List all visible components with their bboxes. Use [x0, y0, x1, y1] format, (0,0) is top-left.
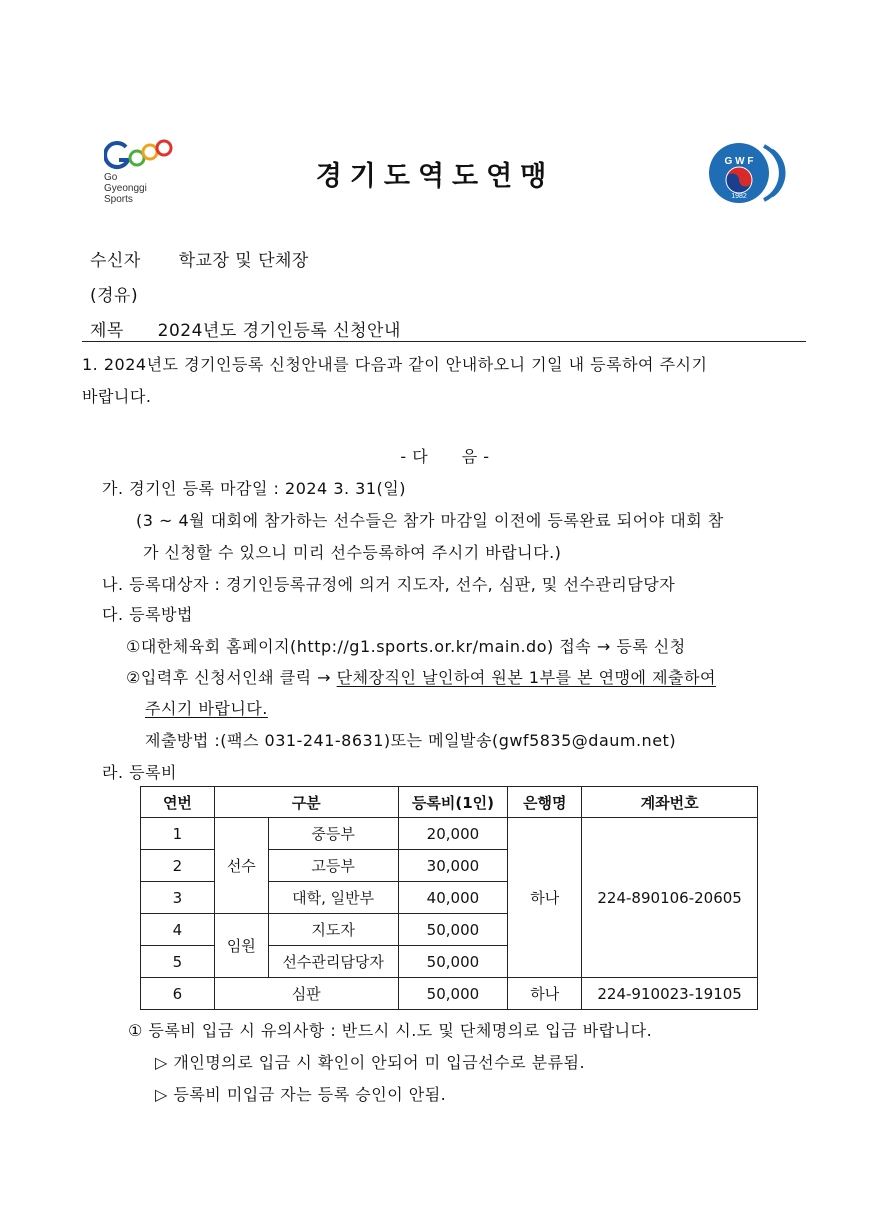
row-no: 3	[141, 882, 215, 914]
item-ga-note-1: (3 ~ 4월 대회에 참가하는 선수들은 참가 마감일 이전에 등록완료 되어야 대회 참	[136, 511, 724, 530]
row-category: 고등부	[268, 850, 398, 882]
row-fee: 40,000	[398, 882, 508, 914]
row-fee: 50,000	[398, 978, 508, 1010]
row-fee: 30,000	[398, 850, 508, 882]
row-fee: 50,000	[398, 946, 508, 978]
header-bank: 은행명	[508, 787, 582, 818]
recipient-label: 수신자	[90, 251, 141, 271]
subject-value: 2024년도 경기인등록 신청안내	[157, 321, 401, 341]
item-ra: 라. 등록비	[102, 763, 177, 782]
header-divider	[82, 341, 806, 342]
row-no: 4	[141, 914, 215, 946]
recipient-value: 학교장 및 단체장	[178, 251, 309, 271]
row-category: 선수관리담당자	[268, 946, 398, 978]
item-ga: 가. 경기인 등록 마감일 : 2024 3. 31(일)	[102, 479, 406, 498]
subject-line	[90, 316, 401, 341]
row-category: 심판	[214, 978, 398, 1010]
note-1: ① 등록비 입금 시 유의사항 : 반드시 시.도 및 단체명의로 입금 바랍니다.	[128, 1021, 653, 1040]
item-da: 다. 등록방법	[102, 605, 193, 624]
step-2-prefix: ②입력후 신청서인쇄 클릭 →	[126, 668, 337, 687]
row-category: 중등부	[268, 818, 398, 850]
step-1: ①대한체육회 홈페이지(http://g1.sports.or.kr/main.do) 접속 → 등록 신청	[126, 637, 686, 656]
paragraph-1-line-2: 바랍니다.	[82, 387, 152, 406]
table-row	[141, 818, 758, 850]
note-2: ▷ 개인명의로 입금 시 확인이 안되어 미 입금선수로 분류됨.	[155, 1053, 586, 1072]
row-category: 지도자	[268, 914, 398, 946]
logo-wordmark: Go Gyeonggi Sports	[104, 172, 147, 205]
recipient-line	[90, 246, 309, 271]
step-2-line-2: 주시기 바랍니다.	[145, 699, 268, 718]
table-header-row	[141, 787, 758, 818]
row-fee: 50,000	[398, 914, 508, 946]
group-player: 선수	[214, 818, 268, 914]
header-fee: 등록비(1인)	[398, 787, 508, 818]
org-title: 경기도역도연맹	[315, 161, 555, 192]
item-ga-note-2: 가 신청할 수 있으니 미리 선수등록하여 주시기 바랍니다.)	[143, 543, 562, 562]
row-no: 1	[141, 818, 215, 850]
step-2	[126, 665, 716, 688]
header-category: 구분	[214, 787, 398, 818]
subject-label: 제목	[90, 321, 124, 341]
header-no: 연번	[141, 787, 215, 818]
via-line: (경유)	[90, 286, 139, 306]
row-no: 5	[141, 946, 215, 978]
row-fee: 20,000	[398, 818, 508, 850]
row-bank: 하나	[508, 978, 582, 1010]
svg-text:1982: 1982	[731, 193, 747, 200]
account-main: 224-890106-20605	[582, 818, 758, 978]
fee-table	[140, 786, 758, 1010]
gwf-emblem-icon	[706, 140, 792, 210]
note-3: ▷ 등록비 미입금 자는 등록 승인이 안됨.	[155, 1085, 447, 1104]
svg-text:G W F: G W F	[724, 156, 754, 167]
row-account: 224-910023-19105	[582, 978, 758, 1010]
submit-method: 제출방법 :(팩스 031-241-8631)또는 메일발송(gwf5835@daum.net)	[145, 731, 677, 750]
paragraph-1-line-1: 1. 2024년도 경기인등록 신청안내를 다음과 같이 안내하오니 기일 내 등록하여 주시기	[82, 355, 708, 374]
step-2-underlined: 단체장직인 날인하여 원본 1부를 본 연맹에 제출하여	[336, 668, 716, 687]
group-staff: 임원	[214, 914, 268, 978]
row-category: 대학, 일반부	[268, 882, 398, 914]
item-na: 나. 등록대상자 : 경기인등록규정에 의거 지도자, 선수, 심판, 및 선수관리담당자	[102, 575, 676, 594]
header-account: 계좌번호	[582, 787, 758, 818]
center-heading: - 다 음 -	[400, 447, 490, 466]
table-row	[141, 978, 758, 1010]
row-no: 6	[141, 978, 215, 1010]
bank-main: 하나	[508, 818, 582, 978]
row-no: 2	[141, 850, 215, 882]
